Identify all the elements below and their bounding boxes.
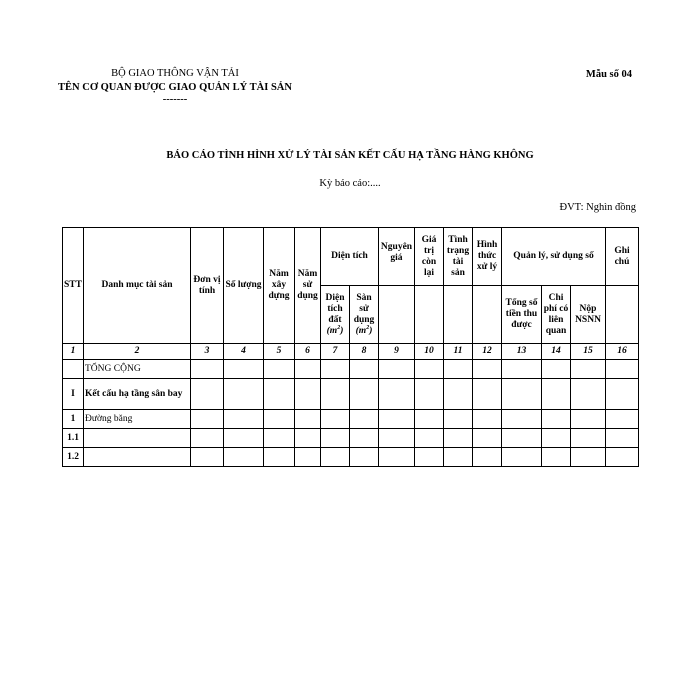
table-row — [63, 410, 639, 429]
row-cell — [295, 429, 321, 448]
header-stt: STT — [63, 228, 84, 344]
row-cell — [350, 410, 379, 429]
row-cell — [606, 429, 639, 448]
report-period: Kỳ báo cáo:.... — [319, 178, 381, 189]
land-area-unit: $(m^2)$ — [326, 324, 344, 336]
row-asset-name — [84, 429, 191, 448]
row-cell — [379, 360, 415, 379]
row-cell — [542, 410, 571, 429]
column-number-row — [63, 344, 639, 360]
row-cell — [502, 448, 542, 467]
col-num: 11 — [444, 344, 473, 360]
col-num: 13 — [502, 344, 542, 360]
row-cell — [321, 448, 350, 467]
header-land-area: Diện tích đất $(m^2)$ — [321, 286, 350, 344]
row-cell — [473, 360, 502, 379]
header-blank-12 — [473, 286, 502, 344]
row-cell — [295, 410, 321, 429]
row-cell — [606, 379, 639, 410]
row-cell — [473, 410, 502, 429]
row-cell — [444, 410, 473, 429]
row-cell — [473, 429, 502, 448]
row-asset-name: TỔNG CỘNG — [84, 360, 191, 379]
table-row — [63, 429, 639, 448]
row-cell — [264, 448, 295, 467]
row-cell — [444, 360, 473, 379]
header-year-used: Năm sử dụng — [295, 228, 321, 344]
header-related-costs: Chi phí có liên quan — [542, 286, 571, 344]
row-cell — [224, 448, 264, 467]
col-num: 2 — [84, 344, 191, 360]
row-cell — [350, 448, 379, 467]
header-asset-status: Tình trạng tài sản — [444, 228, 473, 286]
header-note: Ghi chú — [606, 228, 639, 286]
row-stt: 1 — [63, 410, 84, 429]
col-num: 3 — [191, 344, 224, 360]
header-unit: Đơn vị tính — [191, 228, 224, 344]
agency-name: TÊN CƠ QUAN ĐƯỢC GIAO QUẢN LÝ TÀI SẢN — [58, 82, 292, 93]
row-cell — [295, 379, 321, 410]
header-asset-list: Danh mục tài sản — [84, 228, 191, 344]
row-cell — [444, 448, 473, 467]
header-state-budget: Nộp NSNN — [571, 286, 606, 344]
header-management: Quản lý, sử dụng số — [502, 228, 606, 286]
row-cell — [350, 360, 379, 379]
header-blank-11 — [444, 286, 473, 344]
header-area: Diện tích — [321, 228, 379, 286]
row-cell — [542, 360, 571, 379]
col-num: 1 — [63, 344, 84, 360]
row-cell — [379, 379, 415, 410]
row-cell — [321, 410, 350, 429]
row-asset-name — [84, 448, 191, 467]
row-cell — [224, 379, 264, 410]
col-num: 4 — [224, 344, 264, 360]
row-cell — [415, 448, 444, 467]
table-row — [63, 448, 639, 467]
col-num: 10 — [415, 344, 444, 360]
header-row-1 — [63, 228, 639, 286]
row-cell — [191, 360, 224, 379]
row-cell — [415, 379, 444, 410]
row-cell — [191, 429, 224, 448]
row-cell — [321, 429, 350, 448]
row-cell — [191, 379, 224, 410]
col-num: 6 — [295, 344, 321, 360]
row-cell — [191, 410, 224, 429]
row-cell — [264, 379, 295, 410]
col-num: 14 — [542, 344, 571, 360]
row-cell — [321, 379, 350, 410]
row-cell — [350, 379, 379, 410]
header-original-cost: Nguyên giá — [379, 228, 415, 286]
row-cell — [502, 429, 542, 448]
header-blank-9 — [379, 286, 415, 344]
row-cell — [542, 448, 571, 467]
header-blank-10 — [415, 286, 444, 344]
row-stt: 1.2 — [63, 448, 84, 467]
row-cell — [350, 429, 379, 448]
row-cell — [571, 429, 606, 448]
row-cell — [571, 448, 606, 467]
header-quantity: Số lượng — [224, 228, 264, 344]
table-row — [63, 360, 639, 379]
header-blank-16 — [606, 286, 639, 344]
col-num: 8 — [350, 344, 379, 360]
table-row — [63, 379, 639, 410]
header-floor-area: Sàn sử dụng $(m^2)$ — [350, 286, 379, 344]
row-cell — [415, 429, 444, 448]
row-cell — [473, 448, 502, 467]
row-cell — [295, 360, 321, 379]
col-num: 5 — [264, 344, 295, 360]
row-cell — [502, 360, 542, 379]
row-cell — [264, 429, 295, 448]
row-cell — [224, 360, 264, 379]
row-stt: I — [63, 379, 84, 410]
row-cell — [571, 379, 606, 410]
row-cell — [295, 448, 321, 467]
row-cell — [224, 429, 264, 448]
row-cell — [571, 410, 606, 429]
table-body — [63, 360, 639, 467]
issuing-authority-block — [50, 67, 300, 107]
row-cell — [606, 360, 639, 379]
header-total-collected: Tổng số tiền thu được — [502, 286, 542, 344]
row-cell — [606, 410, 639, 429]
ministry-name: BỘ GIAO THÔNG VẬN TẢI — [111, 68, 239, 79]
col-num: 16 — [606, 344, 639, 360]
row-cell — [606, 448, 639, 467]
report-title: BÁO CÁO TÌNH HÌNH XỬ LÝ TÀI SẢN KẾT CẤU HẠ TẦNG HÀNG KHÔNG — [166, 150, 534, 161]
row-cell — [191, 448, 224, 467]
row-cell — [473, 379, 502, 410]
row-cell — [379, 448, 415, 467]
row-cell — [264, 360, 295, 379]
row-cell — [542, 429, 571, 448]
row-cell — [264, 410, 295, 429]
row-cell — [379, 410, 415, 429]
row-cell — [415, 360, 444, 379]
row-cell — [571, 360, 606, 379]
col-num: 7 — [321, 344, 350, 360]
floor-area-unit: $(m^2)$ — [355, 324, 373, 336]
col-num: 12 — [473, 344, 502, 360]
asset-disposal-table — [62, 227, 639, 467]
header-disposal-form: Hình thức xử lý — [473, 228, 502, 286]
currency-unit: ĐVT: Nghìn đồng — [559, 202, 636, 213]
header-remaining-value: Giá trị còn lại — [415, 228, 444, 286]
col-num: 9 — [379, 344, 415, 360]
col-num: 15 — [571, 344, 606, 360]
header-separator: ------- — [162, 94, 188, 105]
row-cell — [321, 360, 350, 379]
row-cell — [444, 429, 473, 448]
row-cell — [502, 410, 542, 429]
row-cell — [502, 379, 542, 410]
row-cell — [379, 429, 415, 448]
row-cell — [224, 410, 264, 429]
row-stt — [63, 360, 84, 379]
row-stt: 1.1 — [63, 429, 84, 448]
row-asset-name: Đường băng — [84, 410, 191, 429]
header-year-built: Năm xây dựng — [264, 228, 295, 344]
row-cell — [415, 410, 444, 429]
row-cell — [542, 379, 571, 410]
row-asset-name: Kết cấu hạ tầng sân bay — [84, 379, 191, 410]
form-number: Mẫu số 04 — [585, 69, 632, 80]
row-cell — [444, 379, 473, 410]
